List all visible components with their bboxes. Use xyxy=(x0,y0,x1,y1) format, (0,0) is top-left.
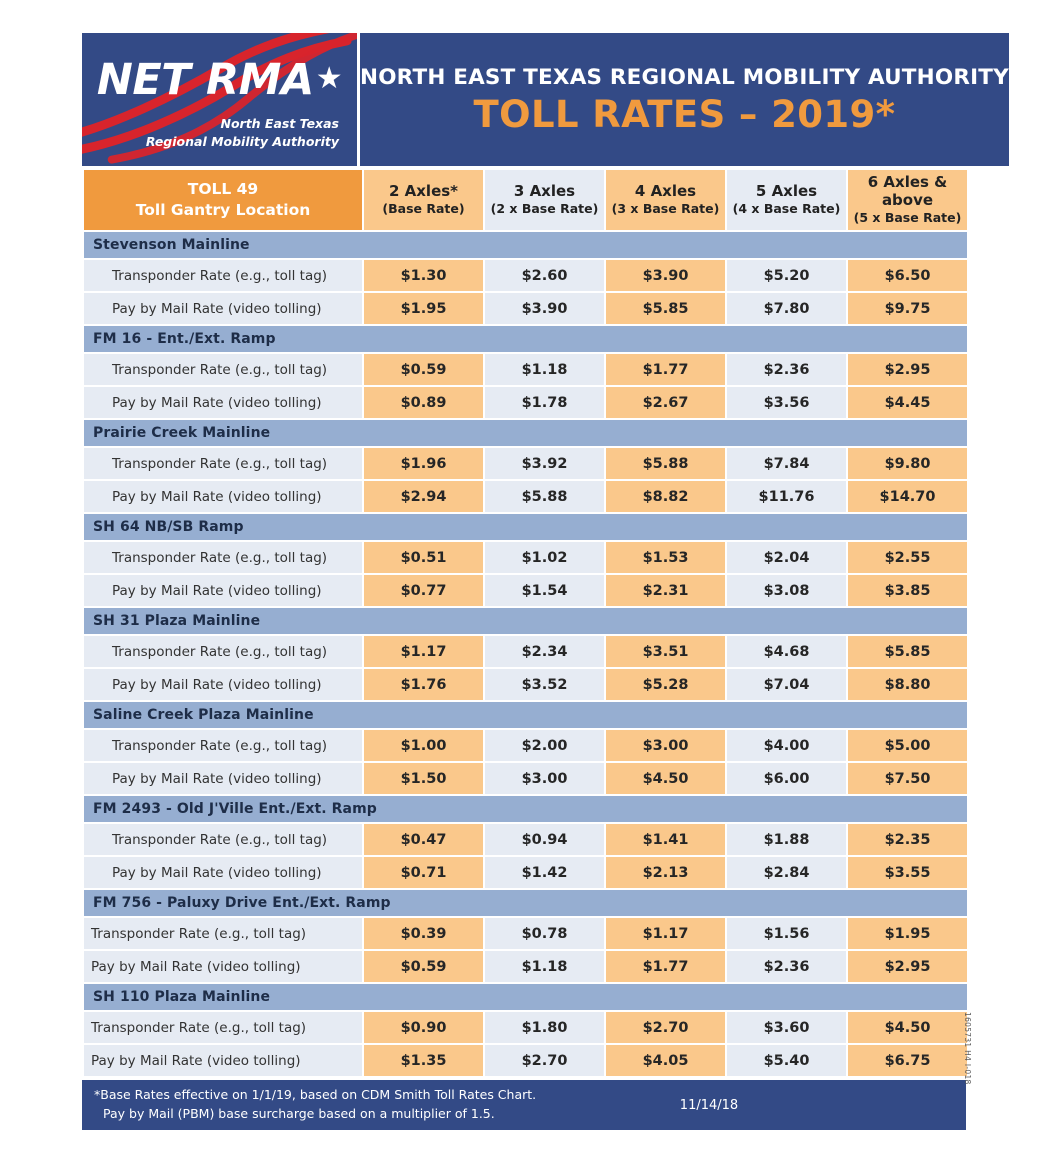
rate-type-label: Transponder Rate (e.g., toll tag) xyxy=(84,730,362,761)
rate-cell: $7.50 xyxy=(848,763,967,794)
page-title: TOLL RATES – 2019* xyxy=(473,93,896,137)
rate-cell: $2.94 xyxy=(364,481,483,512)
section-header-row xyxy=(84,608,967,634)
rate-cell: $3.52 xyxy=(485,669,604,700)
rate-cell: $6.00 xyxy=(727,763,846,794)
rate-cell: $1.17 xyxy=(364,636,483,667)
rate-cell: $4.50 xyxy=(848,1012,967,1043)
rate-cell: $5.88 xyxy=(606,448,725,479)
rate-cell: $14.70 xyxy=(848,481,967,512)
axle-header-note-4: (3 x Base Rate) xyxy=(611,201,720,217)
rate-cell: $2.31 xyxy=(606,575,725,606)
rate-cell: $3.08 xyxy=(727,575,846,606)
axle-column-header-5 xyxy=(727,170,846,230)
rate-type-label: Pay by Mail Rate (video tolling) xyxy=(84,575,362,606)
rate-cell: $7.84 xyxy=(727,448,846,479)
rate-cell: $2.34 xyxy=(485,636,604,667)
rate-cell: $11.76 xyxy=(727,481,846,512)
rate-cell: $1.54 xyxy=(485,575,604,606)
rate-cell: $0.90 xyxy=(364,1012,483,1043)
rate-cell: $5.85 xyxy=(848,636,967,667)
rate-cell: $2.36 xyxy=(727,951,846,982)
rate-cell: $3.00 xyxy=(485,763,604,794)
axle-column-header-2 xyxy=(364,170,483,230)
table-row xyxy=(84,1012,967,1043)
logo-subtitle xyxy=(82,115,349,151)
rate-cell: $2.60 xyxy=(485,260,604,291)
rate-cell: $2.35 xyxy=(848,824,967,855)
rate-cell: $1.78 xyxy=(485,387,604,418)
axle-header-note-3: (2 x Base Rate) xyxy=(490,201,599,217)
rate-cell: $5.40 xyxy=(727,1045,846,1076)
rate-cell: $2.70 xyxy=(606,1012,725,1043)
rate-cell: $2.36 xyxy=(727,354,846,385)
rate-cell: $3.56 xyxy=(727,387,846,418)
table-row xyxy=(84,1045,967,1076)
rate-cell: $2.70 xyxy=(485,1045,604,1076)
section-title: SH 31 Plaza Mainline xyxy=(84,608,967,634)
column-header-row xyxy=(84,170,967,230)
rate-cell: $3.00 xyxy=(606,730,725,761)
rate-type-label: Transponder Rate (e.g., toll tag) xyxy=(84,918,362,949)
table-row xyxy=(84,387,967,418)
rate-type-label: Pay by Mail Rate (video tolling) xyxy=(84,857,362,888)
table-row xyxy=(84,951,967,982)
rate-cell: $1.35 xyxy=(364,1045,483,1076)
rate-cell: $4.50 xyxy=(606,763,725,794)
rate-cell: $2.95 xyxy=(848,951,967,982)
rate-cell: $1.96 xyxy=(364,448,483,479)
rate-type-label: Pay by Mail Rate (video tolling) xyxy=(84,387,362,418)
rate-cell: $4.45 xyxy=(848,387,967,418)
section-title: SH 110 Plaza Mainline xyxy=(84,984,967,1010)
section-header-row xyxy=(84,326,967,352)
logo-word-net: NET xyxy=(96,55,191,105)
table-row xyxy=(84,542,967,573)
rate-cell: $7.80 xyxy=(727,293,846,324)
footer-date: 11/14/18 xyxy=(679,1097,739,1113)
rate-type-label: Transponder Rate (e.g., toll tag) xyxy=(84,542,362,573)
table-row xyxy=(84,669,967,700)
rate-type-label: Pay by Mail Rate (video tolling) xyxy=(84,763,362,794)
rate-cell: $2.00 xyxy=(485,730,604,761)
title-block xyxy=(360,33,1009,166)
footer-notes xyxy=(82,1086,536,1124)
section-title: FM 756 - Paluxy Drive Ent./Ext. Ramp xyxy=(84,890,967,916)
rate-type-label: Transponder Rate (e.g., toll tag) xyxy=(84,636,362,667)
rate-type-label: Transponder Rate (e.g., toll tag) xyxy=(84,448,362,479)
rate-cell: $2.84 xyxy=(727,857,846,888)
rate-type-label: Pay by Mail Rate (video tolling) xyxy=(84,481,362,512)
rate-cell: $1.88 xyxy=(727,824,846,855)
rate-type-label: Pay by Mail Rate (video tolling) xyxy=(84,951,362,982)
axle-header-title-5: 5 Axles xyxy=(755,182,818,201)
rate-cell: $1.42 xyxy=(485,857,604,888)
rate-cell: $1.76 xyxy=(364,669,483,700)
rate-cell: $0.71 xyxy=(364,857,483,888)
rate-cell: $4.00 xyxy=(727,730,846,761)
rate-cell: $1.77 xyxy=(606,951,725,982)
logo-subtitle-line1: North East Texas xyxy=(220,116,339,131)
rate-cell: $5.85 xyxy=(606,293,725,324)
section-header-row xyxy=(84,984,967,1010)
toll-rates-table xyxy=(82,168,969,1078)
location-header-line1: TOLL 49 xyxy=(187,180,259,199)
rate-cell: $2.04 xyxy=(727,542,846,573)
rate-cell: $1.30 xyxy=(364,260,483,291)
rate-type-label: Pay by Mail Rate (video tolling) xyxy=(84,1045,362,1076)
rate-cell: $0.94 xyxy=(485,824,604,855)
section-header-row xyxy=(84,420,967,446)
rate-cell: $5.20 xyxy=(727,260,846,291)
section-header-row xyxy=(84,796,967,822)
document-side-code: 1605731 H4 I-018 xyxy=(963,1012,972,1085)
rate-cell: $7.04 xyxy=(727,669,846,700)
axle-header-title-2: 2 Axles* xyxy=(388,182,459,201)
rate-cell: $1.50 xyxy=(364,763,483,794)
section-title: FM 16 - Ent./Ext. Ramp xyxy=(84,326,967,352)
rate-cell: $1.17 xyxy=(606,918,725,949)
rate-cell: $0.59 xyxy=(364,354,483,385)
org-title: NORTH EAST TEXAS REGIONAL MOBILITY AUTHORITY xyxy=(360,65,1009,91)
masthead xyxy=(82,33,1009,166)
table-row xyxy=(84,575,967,606)
table-row xyxy=(84,293,967,324)
rate-cell: $0.77 xyxy=(364,575,483,606)
rate-cell: $0.47 xyxy=(364,824,483,855)
table-head xyxy=(84,170,967,230)
section-header-row xyxy=(84,702,967,728)
rate-cell: $0.59 xyxy=(364,951,483,982)
section-header-row xyxy=(84,514,967,540)
rate-cell: $3.90 xyxy=(485,293,604,324)
section-title: Prairie Creek Mainline xyxy=(84,420,967,446)
section-title: FM 2493 - Old J'Ville Ent./Ext. Ramp xyxy=(84,796,967,822)
table-row xyxy=(84,730,967,761)
axle-header-title-4: 4 Axles xyxy=(634,182,697,201)
logo-subtitle-line2: Regional Mobility Authority xyxy=(145,134,339,150)
rate-cell: $1.00 xyxy=(364,730,483,761)
table-row xyxy=(84,260,967,291)
rate-cell: $3.92 xyxy=(485,448,604,479)
rate-cell: $3.60 xyxy=(727,1012,846,1043)
rate-cell: $2.55 xyxy=(848,542,967,573)
location-column-header xyxy=(84,170,362,230)
rate-cell: $1.95 xyxy=(364,293,483,324)
logo-wordmark xyxy=(82,55,357,105)
rate-type-label: Transponder Rate (e.g., toll tag) xyxy=(84,260,362,291)
table-row xyxy=(84,763,967,794)
section-title: SH 64 NB/SB Ramp xyxy=(84,514,967,540)
rate-cell: $9.80 xyxy=(848,448,967,479)
rate-cell: $2.67 xyxy=(606,387,725,418)
axle-header-note-6: (5 x Base Rate) xyxy=(853,209,962,225)
axle-header-title-6: 6 Axles & above xyxy=(867,173,948,209)
rate-cell: $0.78 xyxy=(485,918,604,949)
axle-column-header-3 xyxy=(485,170,604,230)
rate-type-label: Transponder Rate (e.g., toll tag) xyxy=(84,1012,362,1043)
section-header-row xyxy=(84,890,967,916)
rate-cell: $1.95 xyxy=(848,918,967,949)
rate-cell: $9.75 xyxy=(848,293,967,324)
rate-cell: $4.68 xyxy=(727,636,846,667)
rate-cell: $2.13 xyxy=(606,857,725,888)
rate-type-label: Transponder Rate (e.g., toll tag) xyxy=(84,824,362,855)
rate-cell: $1.02 xyxy=(485,542,604,573)
table-body xyxy=(84,232,967,1076)
rate-cell: $1.18 xyxy=(485,354,604,385)
rate-cell: $3.85 xyxy=(848,575,967,606)
footer-bar xyxy=(82,1080,966,1130)
rate-cell: $5.00 xyxy=(848,730,967,761)
rate-cell: $1.56 xyxy=(727,918,846,949)
axle-header-title-3: 3 Axles xyxy=(513,182,576,201)
rate-cell: $1.18 xyxy=(485,951,604,982)
rate-cell: $5.28 xyxy=(606,669,725,700)
table-row xyxy=(84,481,967,512)
rate-cell: $0.39 xyxy=(364,918,483,949)
rate-cell: $0.51 xyxy=(364,542,483,573)
logo-word-rma: RMA xyxy=(206,55,314,105)
rate-cell: $3.90 xyxy=(606,260,725,291)
table-row xyxy=(84,448,967,479)
rate-cell: $4.05 xyxy=(606,1045,725,1076)
rate-type-label: Pay by Mail Rate (video tolling) xyxy=(84,669,362,700)
rate-cell: $8.80 xyxy=(848,669,967,700)
rate-cell: $6.75 xyxy=(848,1045,967,1076)
section-header-row xyxy=(84,232,967,258)
netrma-logo xyxy=(82,33,360,166)
rate-cell: $5.88 xyxy=(485,481,604,512)
rate-type-label: Transponder Rate (e.g., toll tag) xyxy=(84,354,362,385)
rate-cell: $6.50 xyxy=(848,260,967,291)
rate-type-label: Pay by Mail Rate (video tolling) xyxy=(84,293,362,324)
rate-cell: $3.51 xyxy=(606,636,725,667)
table-row xyxy=(84,636,967,667)
star-icon: ★ xyxy=(315,61,343,96)
table-row xyxy=(84,824,967,855)
location-header-line2: Toll Gantry Location xyxy=(135,201,311,219)
axle-column-header-4 xyxy=(606,170,725,230)
table-row xyxy=(84,857,967,888)
rate-cell: $1.77 xyxy=(606,354,725,385)
rate-cell: $1.41 xyxy=(606,824,725,855)
axle-header-note-2: (Base Rate) xyxy=(382,201,465,217)
rate-cell: $1.53 xyxy=(606,542,725,573)
rate-cell: $8.82 xyxy=(606,481,725,512)
table-row xyxy=(84,354,967,385)
rate-cell: $3.55 xyxy=(848,857,967,888)
axle-header-note-5: (4 x Base Rate) xyxy=(732,201,841,217)
footer-note-line2: Pay by Mail (PBM) base surcharge based on a multiplier of 1.5. xyxy=(103,1106,495,1121)
rate-cell: $2.95 xyxy=(848,354,967,385)
section-title: Stevenson Mainline xyxy=(84,232,967,258)
section-title: Saline Creek Plaza Mainline xyxy=(84,702,967,728)
axle-column-header-6 xyxy=(848,170,967,230)
rate-cell: $1.80 xyxy=(485,1012,604,1043)
rate-cell: $0.89 xyxy=(364,387,483,418)
footer-note-line1: *Base Rates effective on 1/1/19, based on CDM Smith Toll Rates Chart. xyxy=(94,1087,537,1103)
table-row xyxy=(84,918,967,949)
